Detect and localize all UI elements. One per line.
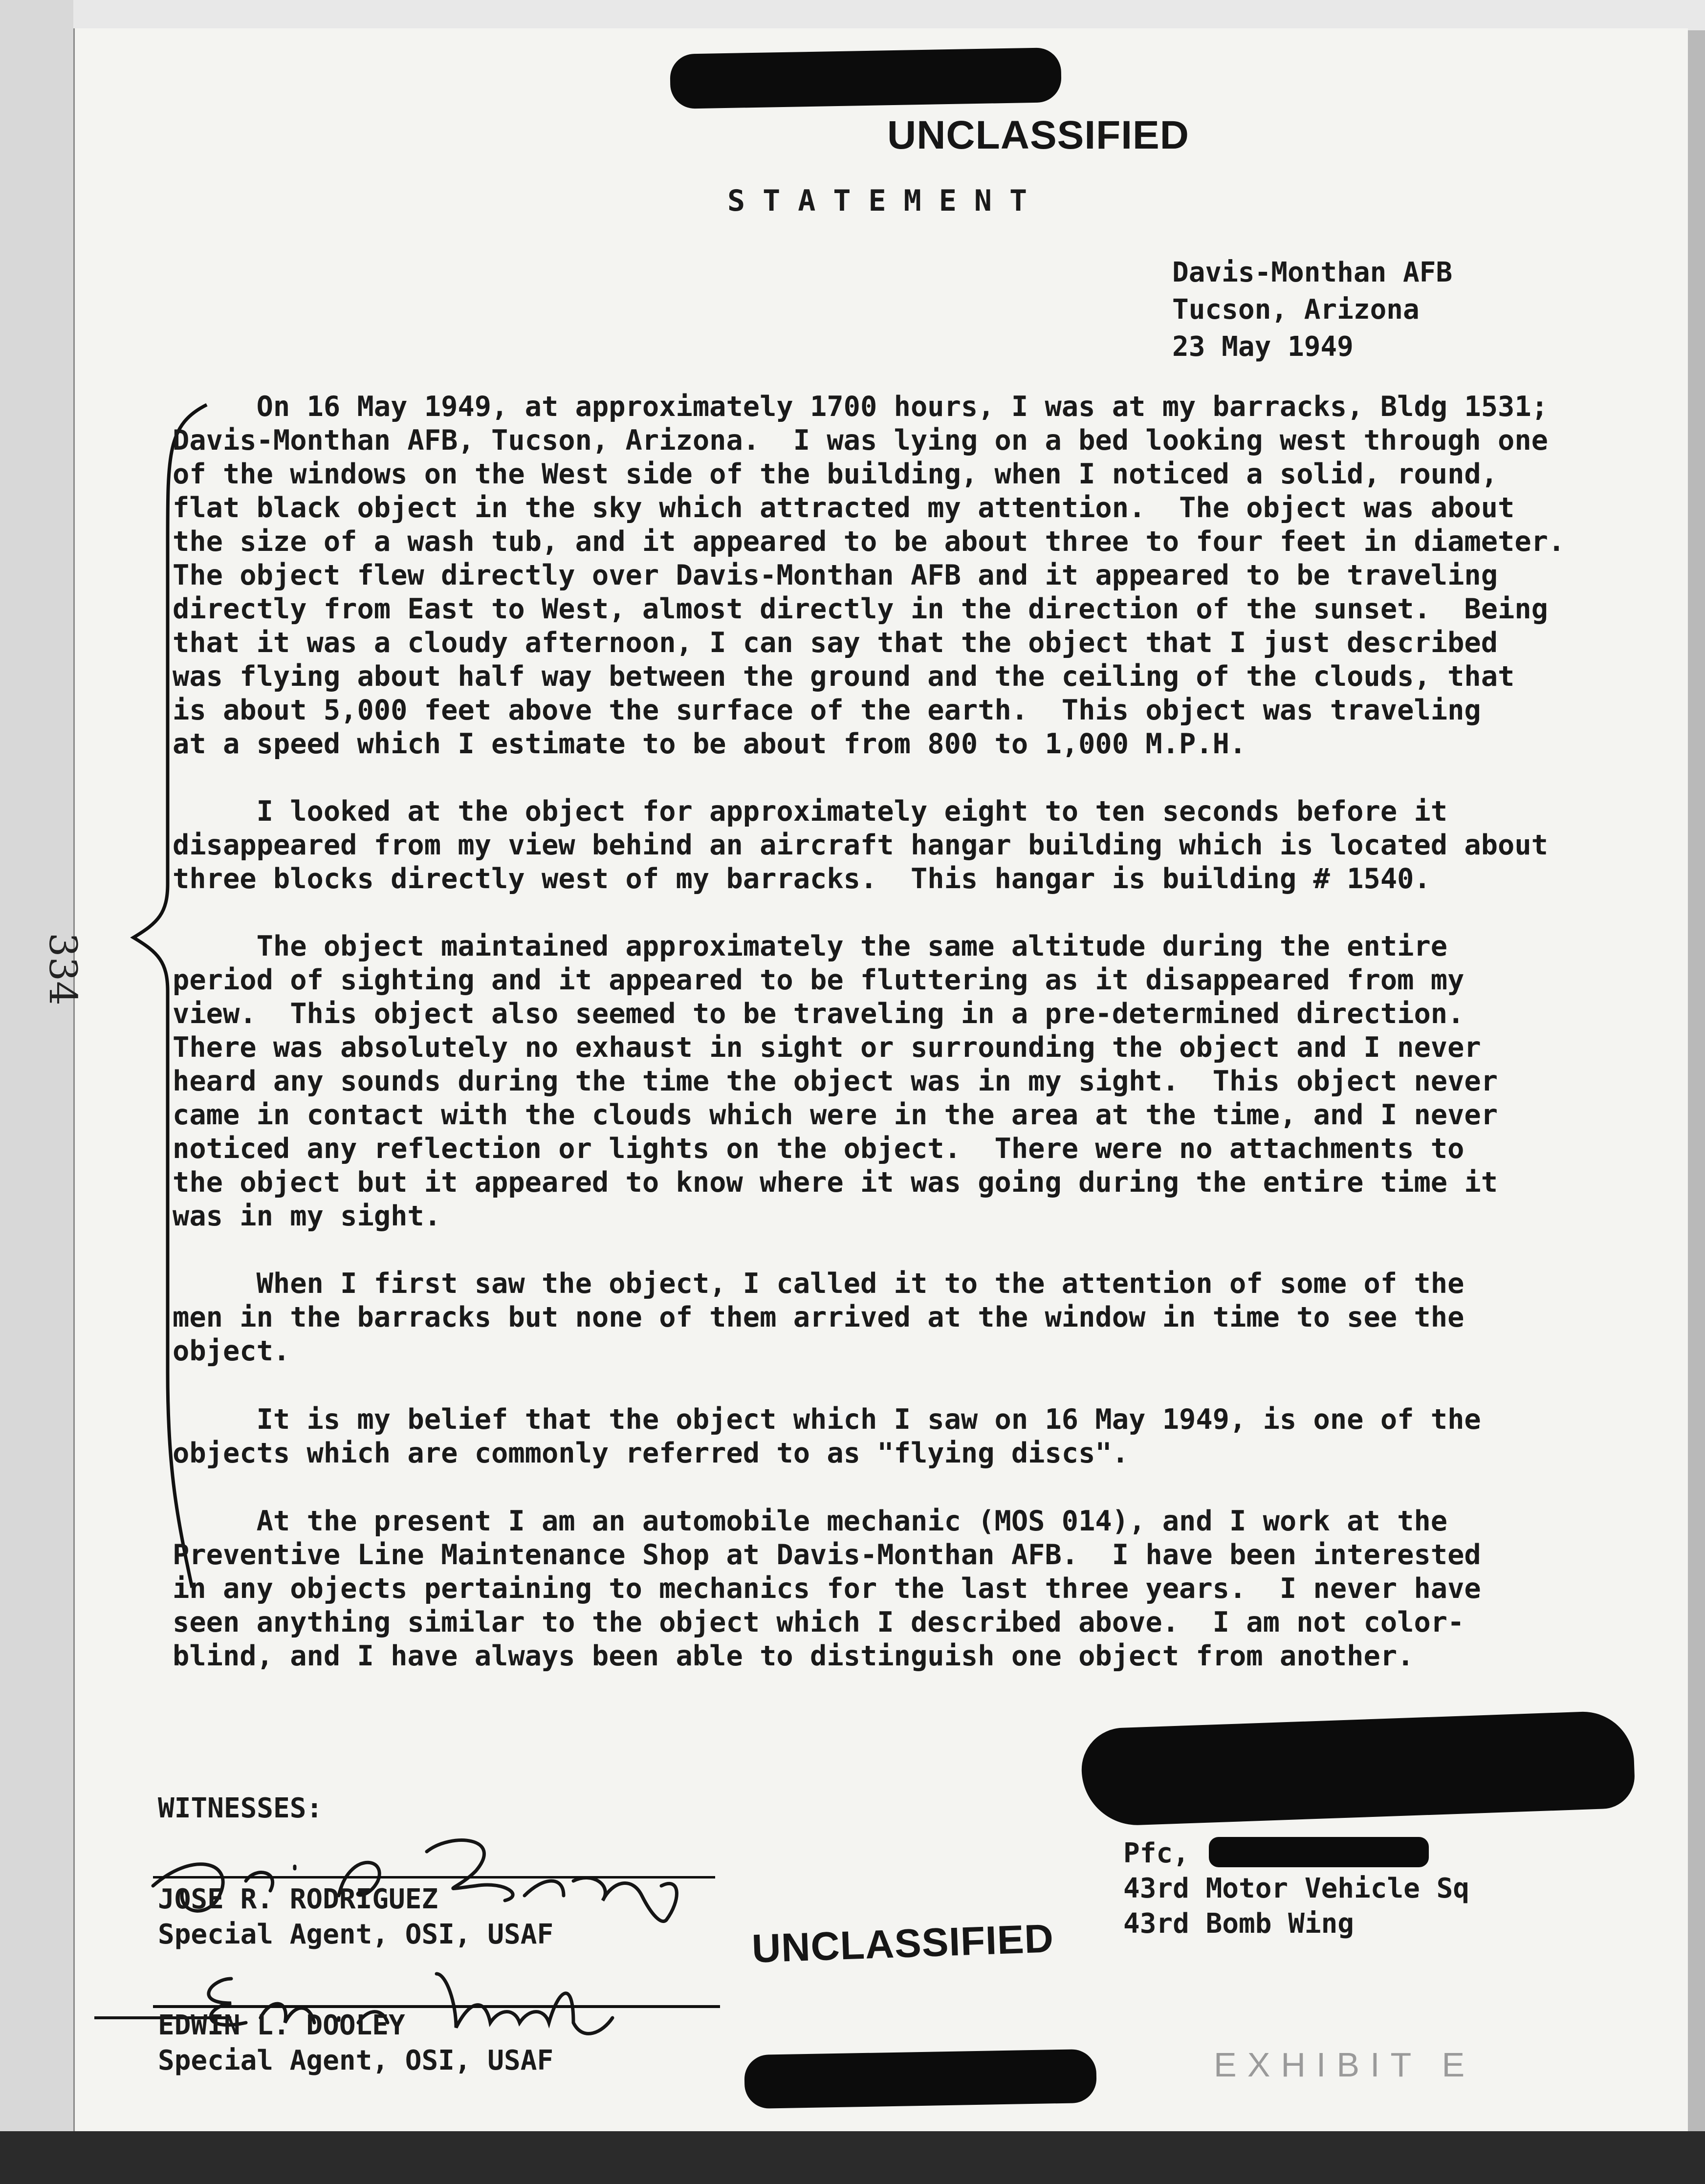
location-line-2: Tucson, Arizona xyxy=(1172,294,1420,326)
body-line: seen anything similar to the object which I described above. I am not color- xyxy=(173,1606,1465,1638)
body-line: Preventive Line Maintenance Shop at Davis-Monthan AFB. I have been interested xyxy=(173,1539,1481,1571)
scan-bottom-edge xyxy=(0,2131,1705,2184)
body-line: was in my sight. xyxy=(173,1200,441,1232)
signer-unit-2: 43rd Bomb Wing xyxy=(1123,1908,1355,1940)
location-date: 23 May 1949 xyxy=(1172,331,1354,363)
body-line: men in the barracks but none of them arrived at the window in time to see the xyxy=(173,1301,1465,1333)
body-line: heard any sounds during the time the object was in my sight. This object never xyxy=(173,1065,1498,1097)
body-line: directly from East to West, almost directly in the direction of the sunset. Being xyxy=(173,593,1548,625)
body-line: the object but it appeared to know where it was going during the entire time it xyxy=(173,1166,1498,1199)
body-line: When I first saw the object, I called it to the attention of some of the xyxy=(173,1267,1465,1300)
classification-stamp-bottom: UNCLASSIFIED xyxy=(751,1916,1055,1971)
classification-stamp-top: UNCLASSIFIED xyxy=(887,113,1189,157)
body-line: view. This object also seemed to be traveling in a pre-determined direction. xyxy=(173,998,1465,1030)
body-line: object. xyxy=(173,1335,290,1367)
witness-1-signature-line xyxy=(153,1876,715,1878)
body-line: that it was a cloudy afternoon, I can say that the object that I just described xyxy=(173,627,1498,659)
signer-block xyxy=(1123,1836,1469,1942)
body-line: came in contact with the clouds which were in the area at the time, and I never xyxy=(173,1099,1498,1131)
body-line: is about 5,000 feet above the surface of the earth. This object was traveling xyxy=(173,694,1481,726)
body-line: disappeared from my view behind an aircraft hangar building which is located about xyxy=(173,829,1548,861)
witness-1-name: JOSE R. RODRIGUEZ xyxy=(158,1883,438,1915)
exhibit-label: EXHIBIT E xyxy=(1214,2046,1476,2084)
witness-2-name: EDWIN L. DOOLEY xyxy=(158,2009,405,2041)
body-line: the size of a wash tub, and it appeared to be about three to four feet in diameter. xyxy=(173,525,1565,558)
redaction-bar-top xyxy=(670,47,1062,109)
body-line: at a speed which I estimate to be about from 800 to 1,000 M.P.H. xyxy=(173,728,1246,760)
body-line: It is my belief that the object which I saw on 16 May 1949, is one of the xyxy=(173,1403,1481,1436)
margin-note: 334 xyxy=(41,933,85,1005)
location-line-1: Davis-Monthan AFB xyxy=(1172,257,1453,288)
body-line: period of sighting and it appeared to be fluttering as it disappeared from my xyxy=(173,964,1465,996)
witness-1-block xyxy=(158,1882,553,1952)
body-line: I looked at the object for approximately eight to ten seconds before it xyxy=(173,795,1448,828)
body-line: blind, and I have always been able to distinguish one object from another. xyxy=(173,1640,1414,1672)
witness-2-block xyxy=(158,2008,553,2078)
witness-1-title: Special Agent, OSI, USAF xyxy=(158,1919,554,1950)
body-line: noticed any reflection or lights on the object. There were no attachments to xyxy=(173,1133,1465,1165)
body-line: The object flew directly over Davis-Monthan AFB and it appeared to be traveling xyxy=(173,559,1498,591)
location-block xyxy=(1172,254,1452,366)
body-line: There was absolutely no exhaust in sight or surrounding the object and I never xyxy=(173,1031,1481,1064)
body-line: On 16 May 1949, at approximately 1700 hours, I was at my barracks, Bldg 1531; xyxy=(173,391,1548,423)
body-line: was flying about half way between the ground and the ceiling of the clouds, that xyxy=(173,660,1515,693)
body-line: The object maintained approximately the same altitude during the entire xyxy=(173,930,1448,962)
body-line: flat black object in the sky which attracted my attention. The object was about xyxy=(173,492,1515,524)
scan-left-edge xyxy=(0,0,73,2184)
body-line: of the windows on the West side of the building, when I noticed a solid, round, xyxy=(173,458,1498,490)
document-title: STATEMENT xyxy=(727,184,1045,218)
signer-unit-1: 43rd Motor Vehicle Sq xyxy=(1123,1873,1470,1904)
body-line: objects which are commonly referred to as "flying discs". xyxy=(173,1437,1129,1469)
witness-2-title: Special Agent, OSI, USAF xyxy=(158,2045,554,2076)
witnesses-label: WITNESSES: xyxy=(158,1792,323,1824)
redaction-bar-bottom xyxy=(744,2049,1097,2109)
body-line: Davis-Monthan AFB, Tucson, Arizona. I was lying on a bed looking west through one xyxy=(173,424,1548,457)
document-page xyxy=(41,28,1688,2131)
scan-top-edge xyxy=(0,0,1705,30)
signer-rank: Pfc, xyxy=(1123,1837,1189,1869)
body-line: three blocks directly west of my barracks. This hangar is building # 1540. xyxy=(173,863,1431,895)
redaction-signature-block xyxy=(1080,1710,1636,1827)
body-line: At the present I am an automobile mechanic (MOS 014), and I work at the xyxy=(173,1505,1448,1537)
body-line: in any objects pertaining to mechanics for the last three years. I never have xyxy=(173,1572,1481,1605)
